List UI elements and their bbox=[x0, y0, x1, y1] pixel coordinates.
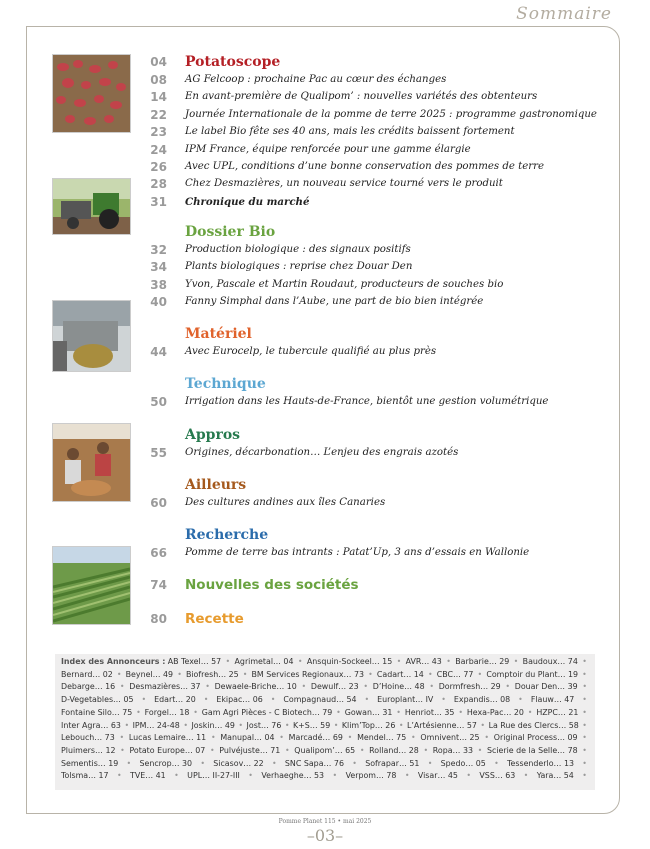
separator-dot: • bbox=[183, 720, 188, 730]
page-ref: 04 bbox=[150, 55, 167, 69]
advertiser-entry: BM Services Regionaux… 73 bbox=[251, 669, 364, 679]
advertiser-entry: Ansquin-Sockeel… 15 bbox=[306, 657, 393, 666]
toc-item-text: Le label Bio fête ses 40 ans, mais les crédits baissent fortement bbox=[185, 126, 515, 138]
advertiser-entry: Sencrop… 30 bbox=[139, 758, 193, 768]
advertiser-entry: Jost… 76 bbox=[246, 720, 282, 730]
toc-item-text: Chez Desmazières, un nouveau service tourné vers le produit bbox=[185, 178, 503, 190]
advertiser-entry: Douar Den… 39 bbox=[514, 682, 578, 692]
advertiser-entry: TVE… 41 bbox=[130, 771, 166, 781]
advertiser-entry: CBC… 77 bbox=[436, 669, 474, 679]
advertiser-entry: Beynel… 49 bbox=[125, 669, 174, 679]
advertiser-entry: UPL… II-27-III bbox=[187, 771, 240, 781]
advertiser-entry: Original Process… 09 bbox=[493, 733, 578, 743]
advertiser-entry: Lebouch… 73 bbox=[61, 733, 115, 743]
separator-dot: • bbox=[582, 733, 587, 743]
section-title[interactable]: Appros bbox=[185, 427, 241, 443]
advertiser-entry: AVR… 43 bbox=[405, 657, 442, 666]
page-ref: 38 bbox=[150, 277, 167, 292]
separator-dot: • bbox=[116, 771, 122, 781]
separator-dot: • bbox=[582, 669, 587, 679]
separator-dot: • bbox=[200, 758, 205, 768]
toc-item-text: Pomme de terre bas intrants : Patat’Up, 3 ans d’essais en Wallonie bbox=[185, 547, 530, 558]
separator-dot: • bbox=[505, 682, 511, 692]
separator-dot: • bbox=[205, 682, 210, 692]
page-ref: 74 bbox=[150, 578, 167, 592]
advertiser-entry: Comptoir du Plant… 19 bbox=[486, 669, 579, 679]
advertiser-entry: Potato Europe… 07 bbox=[129, 745, 206, 755]
separator-dot: • bbox=[271, 758, 277, 768]
advertiser-entry: Marcadé… 69 bbox=[288, 733, 343, 743]
advertiser-entry: Verpom… 78 bbox=[345, 771, 397, 781]
section-title[interactable]: Matériel bbox=[185, 326, 252, 342]
separator-dot: • bbox=[396, 657, 402, 666]
separator-dot: • bbox=[396, 707, 401, 717]
separator-dot: • bbox=[582, 695, 587, 705]
separator-dot: • bbox=[124, 720, 130, 730]
page-ref: 14 bbox=[150, 90, 167, 105]
advertiser-entry: Sofrapar… 51 bbox=[365, 758, 420, 768]
advertiser-entry: Visar… 45 bbox=[417, 771, 458, 781]
advertiser-entry: Rolland… 28 bbox=[369, 745, 419, 755]
separator-dot: • bbox=[494, 758, 499, 768]
page-ref: 80 bbox=[150, 612, 167, 626]
advertiser-entry: Dewaele-Briche… 10 bbox=[214, 682, 297, 692]
separator-dot: • bbox=[466, 771, 471, 781]
separator-dot: • bbox=[301, 682, 307, 692]
advertiser-entry: Bernard… 02 bbox=[61, 669, 113, 679]
page-ref: 40 bbox=[150, 295, 167, 310]
toc-item-text: Plants biologiques : reprise chez Douar Den bbox=[185, 261, 413, 273]
page-ref: 23 bbox=[150, 125, 167, 140]
section-title[interactable]: Dossier Bio bbox=[185, 224, 276, 240]
photo-potatoes bbox=[52, 54, 131, 133]
photo-machine bbox=[52, 300, 131, 372]
advertiser-entry: Pulvéjuste… 71 bbox=[219, 745, 281, 755]
advertiser-entry: K+S… 59 bbox=[292, 720, 331, 730]
separator-dot: • bbox=[364, 695, 370, 705]
separator-dot: • bbox=[518, 695, 523, 705]
advertiser-entry: Klim’Top… 26 bbox=[341, 720, 396, 730]
separator-dot: • bbox=[193, 707, 198, 717]
advertiser-entry: Fontaine Silo… 75 bbox=[61, 707, 133, 717]
separator-dot: • bbox=[336, 707, 341, 717]
index-title: Index des Annonceurs : bbox=[61, 657, 166, 666]
index-row bbox=[61, 770, 589, 783]
toc-item-text: IPM France, équipe renforcée pour une gamme élargie bbox=[185, 143, 471, 155]
advertiser-entry: SNC Sapa… 76 bbox=[284, 758, 344, 768]
separator-dot: • bbox=[368, 669, 373, 679]
page-ref: 34 bbox=[150, 260, 167, 275]
advertiser-entry: Compagnaud… 54 bbox=[283, 695, 357, 705]
separator-dot: • bbox=[427, 669, 433, 679]
toc-item-text: Avec UPL, conditions d’une bonne conservation des pommes de terre bbox=[185, 161, 545, 172]
separator-dot: • bbox=[523, 771, 529, 781]
advertiser-entry: AB Texel… 57 bbox=[167, 657, 222, 666]
separator-dot: • bbox=[347, 733, 353, 743]
separator-dot: • bbox=[225, 657, 231, 666]
advertiser-entry: IPM… 24-48 bbox=[132, 720, 180, 730]
advertiser-entry: Mendel… 75 bbox=[357, 733, 407, 743]
separator-dot: • bbox=[411, 733, 416, 743]
index-row bbox=[61, 707, 589, 720]
advertiser-entry: Qualipom’… 65 bbox=[294, 745, 356, 755]
page-ref: 44 bbox=[150, 345, 167, 359]
separator-dot: • bbox=[270, 695, 276, 705]
index-row bbox=[61, 745, 589, 758]
footer-issue: Pomme Planet 115 • mai 2025 bbox=[278, 818, 372, 825]
page-ref: 31 bbox=[150, 194, 167, 209]
toc-item-text: Production biologique : des signaux positifs bbox=[185, 244, 411, 255]
page-ref: 26 bbox=[150, 160, 167, 174]
advertiser-entry: Pluimers… 12 bbox=[61, 745, 116, 755]
separator-dot: • bbox=[480, 720, 486, 730]
advertiser-entry: La Rue des Clercs… 58 bbox=[488, 720, 579, 730]
toc-item-text: Journée Internationale de la pomme de terre 2025 : programme gastronomique bbox=[185, 108, 597, 120]
advertiser-entry: Omnivent… 25 bbox=[420, 733, 480, 743]
advertiser-entry: Hexa-Pac… 20 bbox=[466, 707, 524, 717]
separator-dot: • bbox=[484, 733, 489, 743]
separator-dot: • bbox=[477, 669, 483, 679]
separator-dot: • bbox=[248, 771, 253, 781]
section-title[interactable]: Ailleurs bbox=[185, 477, 247, 493]
page-header-title: Sommaire bbox=[512, 4, 616, 24]
toc-item-text: Irrigation dans les Hauts-de-France, bientôt une gestion volumétrique bbox=[185, 396, 549, 407]
separator-dot: • bbox=[582, 682, 587, 692]
advertiser-entry: Yara… 54 bbox=[536, 771, 574, 781]
advertiser-entry: HZPC… 21 bbox=[536, 707, 579, 717]
section-title[interactable]: Potatoscope bbox=[185, 54, 281, 70]
advertiser-entry: Dormfresh… 29 bbox=[438, 682, 501, 692]
separator-dot: • bbox=[284, 745, 290, 755]
index-row bbox=[61, 720, 589, 733]
advertiser-entry: Biofresh… 25 bbox=[185, 669, 239, 679]
advertiser-entry: Agrimetal… 04 bbox=[234, 657, 294, 666]
separator-dot: • bbox=[398, 720, 404, 730]
advertiser-entry: Inter Agra… 63 bbox=[61, 720, 121, 730]
separator-dot: • bbox=[119, 733, 125, 743]
advertiser-entry: Tolsma… 17 bbox=[61, 771, 109, 781]
separator-dot: • bbox=[136, 707, 141, 717]
advertiser-entry: VSS… 63 bbox=[479, 771, 516, 781]
advertiser-index bbox=[55, 654, 595, 790]
advertiser-entry: D-Vegetables… 05 bbox=[61, 695, 134, 705]
separator-dot: • bbox=[209, 745, 215, 755]
separator-dot: • bbox=[242, 669, 248, 679]
index-row bbox=[61, 669, 589, 682]
advertiser-entry: Debarge… 16 bbox=[61, 682, 116, 692]
advertiser-entry: Verhaeghe… 53 bbox=[261, 771, 325, 781]
separator-dot: • bbox=[582, 720, 587, 730]
photo-tractor bbox=[52, 178, 131, 235]
page-ref: 60 bbox=[150, 496, 167, 510]
advertiser-entry: Gowan… 31 bbox=[344, 707, 393, 717]
toc-item-text: Origines, décarbonation… L’enjeu des engrais azotés bbox=[185, 447, 459, 458]
page-ref: 22 bbox=[150, 107, 167, 122]
separator-dot: • bbox=[404, 771, 410, 781]
separator-dot: • bbox=[477, 745, 483, 755]
separator-dot: • bbox=[582, 758, 587, 768]
separator-dot: • bbox=[119, 682, 125, 692]
separator-dot: • bbox=[429, 682, 434, 692]
index-row bbox=[61, 732, 589, 745]
advertiser-entry: Flauw… 47 bbox=[530, 695, 575, 705]
index-row bbox=[61, 694, 589, 707]
advertiser-entry: Henriot… 35 bbox=[404, 707, 455, 717]
advertiser-entry: Cadart… 14 bbox=[376, 669, 424, 679]
advertiser-entry: Ropa… 33 bbox=[432, 745, 473, 755]
separator-dot: • bbox=[582, 745, 587, 755]
toc-item-text: Chronique du marché bbox=[185, 195, 310, 208]
advertiser-entry: Tessenderlo… 13 bbox=[507, 758, 574, 768]
separator-dot: • bbox=[446, 657, 451, 666]
advertiser-entry: Dewulf… 23 bbox=[310, 682, 359, 692]
toc-item-text: Yvon, Pascale et Martin Roudaut, producteurs de souches bio bbox=[185, 278, 504, 290]
separator-dot: • bbox=[359, 745, 365, 755]
advertiser-entry: Sementis… 19 bbox=[61, 758, 119, 768]
advertiser-entry: Gam Agri Pièces - C Biotech… 79 bbox=[201, 707, 333, 717]
page-ref: 08 bbox=[150, 73, 167, 87]
separator-dot: • bbox=[141, 695, 147, 705]
separator-dot: • bbox=[203, 695, 209, 705]
advertiser-entry: Ekipac… 06 bbox=[216, 695, 263, 705]
separator-dot: • bbox=[279, 733, 284, 743]
index-row bbox=[61, 656, 589, 669]
advertiser-entry: Scierie de la Selle… 78 bbox=[486, 745, 578, 755]
advertiser-entry: Manupal… 04 bbox=[220, 733, 275, 743]
toc-item-text: Des cultures andines aux îles Canaries bbox=[185, 497, 386, 508]
page-ref: 28 bbox=[150, 177, 167, 192]
advertiser-entry: Forgel… 18 bbox=[144, 707, 190, 717]
separator-dot: • bbox=[284, 720, 290, 730]
separator-dot: • bbox=[527, 707, 533, 717]
separator-dot: • bbox=[238, 720, 244, 730]
advertiser-entry: D’Hoine… 48 bbox=[372, 682, 425, 692]
advertiser-entry: Europlant… IV bbox=[377, 695, 434, 705]
separator-dot: • bbox=[116, 669, 122, 679]
photo-field bbox=[52, 546, 131, 625]
separator-dot: • bbox=[352, 758, 357, 768]
separator-dot: • bbox=[333, 720, 339, 730]
separator-dot: • bbox=[513, 657, 519, 666]
page-ref: 32 bbox=[150, 243, 167, 257]
page-ref: 66 bbox=[150, 546, 167, 560]
advertiser-entry: Sicasov… 22 bbox=[213, 758, 264, 768]
page-ref: 50 bbox=[150, 395, 167, 409]
index-row bbox=[61, 758, 589, 771]
advertiser-entry: Lucas Lemaire… 11 bbox=[128, 733, 207, 743]
section-title[interactable]: Recette bbox=[185, 611, 244, 627]
separator-dot: • bbox=[582, 771, 587, 781]
advertiser-entry: Baudoux… 74 bbox=[522, 657, 578, 666]
section-title[interactable]: Nouvelles des sociétés bbox=[185, 577, 359, 593]
advertiser-entry: L’Artésienne… 57 bbox=[406, 720, 477, 730]
separator-dot: • bbox=[297, 657, 303, 666]
advertiser-entry: Expandis… 08 bbox=[453, 695, 511, 705]
advertiser-entry: Joskin… 49 bbox=[191, 720, 235, 730]
separator-dot: • bbox=[427, 758, 433, 768]
separator-dot: • bbox=[126, 758, 132, 768]
advertiser-entry: Desmazières… 37 bbox=[129, 682, 201, 692]
separator-dot: • bbox=[582, 707, 587, 717]
page-ref: 55 bbox=[150, 446, 167, 460]
index-row bbox=[61, 681, 589, 694]
separator-dot: • bbox=[423, 745, 429, 755]
toc-item-text: Fanny Simphal dans l’Aube, une part de bio bien intégrée bbox=[185, 296, 484, 308]
advertiser-entry: Barbarie… 29 bbox=[455, 657, 510, 666]
separator-dot: • bbox=[174, 771, 179, 781]
separator-dot: • bbox=[210, 733, 216, 743]
separator-dot: • bbox=[332, 771, 338, 781]
toc-item-text: Avec Eurocelp, le tubercule qualifié au plus près bbox=[185, 346, 437, 357]
section-title[interactable]: Technique bbox=[185, 376, 266, 392]
advertiser-entry: Spedo… 05 bbox=[440, 758, 486, 768]
toc-item-text: AG Felcoop : prochaine Pac au cœur des échanges bbox=[185, 74, 447, 85]
section-title[interactable]: Recherche bbox=[185, 527, 269, 543]
separator-dot: • bbox=[177, 669, 182, 679]
toc-item-text: En avant-première de Qualipom’ : nouvelles variétés des obtenteurs bbox=[185, 91, 538, 103]
advertiser-entry: Edart… 20 bbox=[154, 695, 196, 705]
page-ref: 24 bbox=[150, 142, 167, 157]
separator-dot: • bbox=[441, 695, 446, 705]
separator-dot: • bbox=[582, 657, 587, 666]
separator-dot: • bbox=[458, 707, 463, 717]
photo-workers bbox=[52, 423, 131, 502]
separator-dot: • bbox=[120, 745, 125, 755]
page-number: –03– bbox=[306, 826, 344, 845]
separator-dot: • bbox=[363, 682, 369, 692]
